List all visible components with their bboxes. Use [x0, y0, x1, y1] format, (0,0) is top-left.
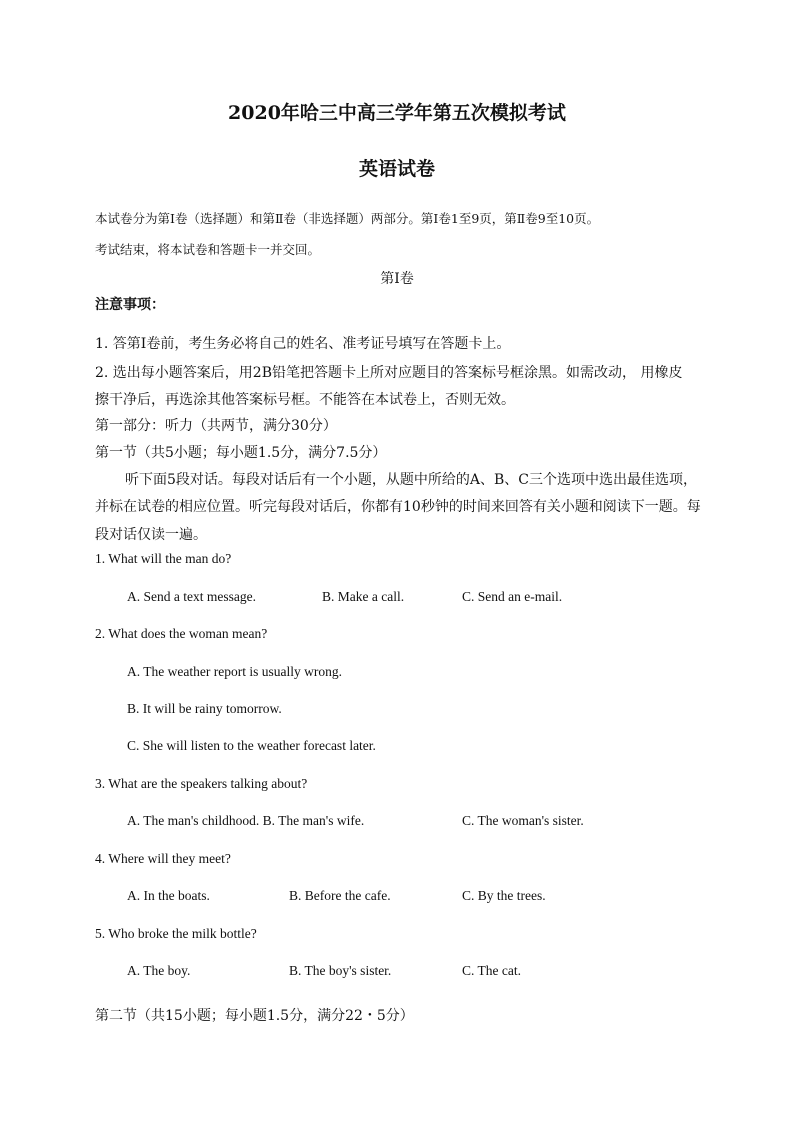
section1-heading: 第一节（共5小题；每小题1.5分，满分7.5分） [95, 445, 387, 461]
volume-label: 第Ⅰ卷 [380, 271, 414, 287]
question-1-stem: 1. What will the man do? [95, 551, 232, 566]
instructions-line-3: 段对话仅读一遍。 [95, 527, 207, 543]
notice-item-1: 1. 答第Ⅰ卷前，考生务必将自己的姓名、准考证号填写在答题卡上。 [95, 336, 511, 352]
question-5-option-a: A. The boy. [127, 963, 191, 978]
question-5-option-c: C. The cat. [462, 963, 521, 978]
instructions-line-1: 听下面5段对话。每段对话后有一个小题，从题中所给的A、B、C三个选项中选出最佳选项， [125, 472, 698, 488]
part1-heading: 第一部分：听力（共两节，满分30分） [95, 418, 337, 434]
intro-line-2: 考试结束，将本试卷和答题卡一并交回。 [95, 242, 321, 257]
exam-subtitle: 英语试卷 [358, 158, 435, 180]
question-4-stem: 4. Where will they meet? [95, 851, 231, 866]
question-2-option-b: B. It will be rainy tomorrow. [127, 701, 282, 716]
question-1-option-b: B. Make a call. [322, 589, 405, 604]
question-5-stem: 5. Who broke the milk bottle? [95, 926, 257, 941]
question-4-option-a: A. In the boats. [127, 888, 210, 903]
notice-heading: 注意事项： [95, 297, 165, 313]
question-2-stem: 2. What does the woman mean? [95, 626, 268, 641]
question-4-option-c: C. By the trees. [462, 888, 546, 903]
question-4-option-b: B. Before the cafe. [289, 888, 391, 903]
question-1-option-a: A. Send a text message. [127, 589, 256, 604]
intro-line-1: 本试卷分为第Ⅰ卷（选择题）和第Ⅱ卷（非选择题）两部分。第Ⅰ卷1至9页，第Ⅱ卷9至10页。 [95, 211, 600, 226]
question-1-option-c: C. Send an e-mail. [462, 589, 563, 604]
section2-heading: 第二节（共15小题；每小题1.5分，满分22・5分） [95, 1008, 414, 1024]
question-3-stem: 3. What are the speakers talking about? [95, 776, 308, 791]
question-2-option-a: A. The weather report is usually wrong. [127, 664, 342, 679]
question-3-options-ab: A. The man's childhood. B. The man's wife. [127, 813, 365, 828]
notice-item-2-line-1: 2. 选出每小题答案后，用2B铅笔把答题卡上所对应题目的答案标号框涂黑。如需改动， 用橡皮 [95, 365, 683, 381]
question-5-option-b: B. The boy's sister. [289, 963, 392, 978]
question-2-option-c: C. She will listen to the weather forecast later. [127, 738, 376, 753]
notice-item-2-line-2: 擦干净后，再选涂其他答案标号框。不能答在本试卷上，否则无效。 [95, 392, 515, 408]
instructions-line-2: 并标在试卷的相应位置。听完每段对话后，你都有10秒钟的时间来回答有关小题和阅读下一题。每 [95, 499, 701, 515]
exam-title: 2020年哈三中高三学年第五次模拟考试 [228, 102, 566, 124]
question-3-option-c: C. The woman's sister. [462, 813, 584, 828]
